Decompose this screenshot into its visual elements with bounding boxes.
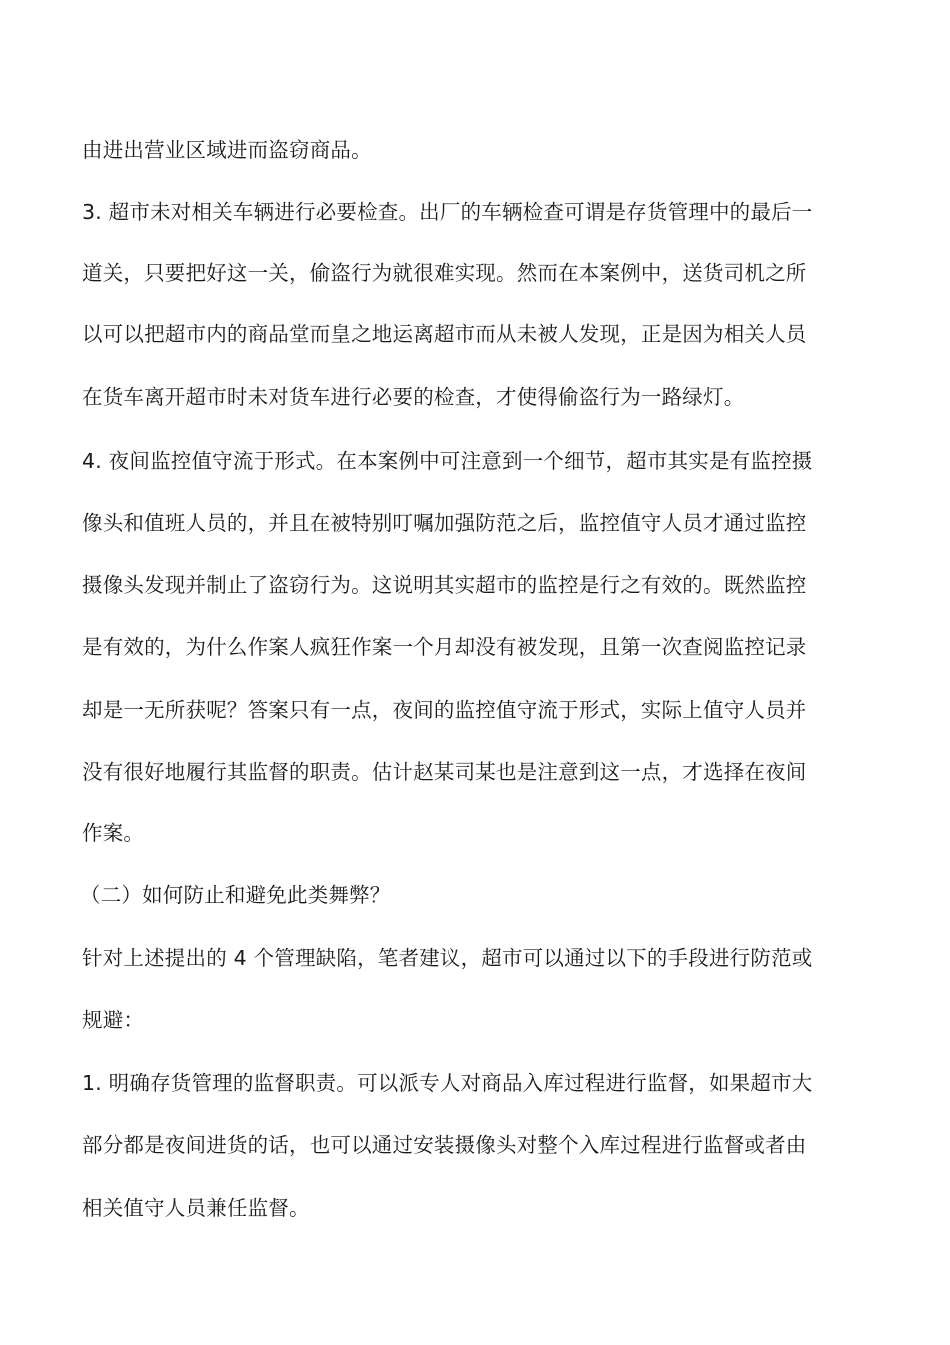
text-line: 没有很好地履行其监督的职责。估计赵某司某也是注意到这一点，才选择在夜间 xyxy=(82,760,807,784)
text-line: 摄像头发现并制止了盗窃行为。这说明其实超市的监控是行之有效的。既然监控 xyxy=(82,573,807,597)
text-line: 由进出营业区域进而盗窃商品。 xyxy=(82,138,372,162)
text-line: 像头和值班人员的，并且在被特别叮嘱加强防范之后，监控值守人员才通过监控 xyxy=(82,511,807,535)
text-line: 道关，只要把好这一关，偷盗行为就很难实现。然而在本案例中，送货司机之所 xyxy=(82,261,807,285)
section-heading: （二）如何防止和避免此类舞弊？ xyxy=(80,883,391,907)
text-line: 在货车离开超市时未对货车进行必要的检查，才使得偷盗行为一路绿灯。 xyxy=(82,385,745,409)
text-line: 规避： xyxy=(82,1008,145,1032)
text-line: 1. 明确存货管理的监督职责。可以派专人对商品入库过程进行监督，如果超市大 xyxy=(82,1071,813,1095)
text-line: 3. 超市未对相关车辆进行必要检查。出厂的车辆检查可谓是存货管理中的最后一 xyxy=(82,200,813,224)
text-line: 4. 夜间监控值守流于形式。在本案例中可注意到一个细节，超市其实是有监控摄 xyxy=(82,449,813,473)
text-line: 是有效的，为什么作案人疯狂作案一个月却没有被发现，且第一次查阅监控记录 xyxy=(82,635,807,659)
text-line: 部分都是夜间进货的话，也可以通过安装摄像头对整个入库过程进行监督或者由 xyxy=(82,1133,807,1157)
text-line: 相关值守人员兼任监督。 xyxy=(82,1196,310,1220)
text-line: 针对上述提出的 4 个管理缺陷，笔者建议，超市可以通过以下的手段进行防范或 xyxy=(82,946,813,970)
text-line: 以可以把超市内的商品堂而皇之地运离超市而从未被人发现，正是因为相关人员 xyxy=(82,322,807,346)
text-line: 却是一无所获呢？答案只有一点，夜间的监控值守流于形式，实际上值守人员并 xyxy=(82,698,807,722)
text-line: 作案。 xyxy=(82,821,145,845)
